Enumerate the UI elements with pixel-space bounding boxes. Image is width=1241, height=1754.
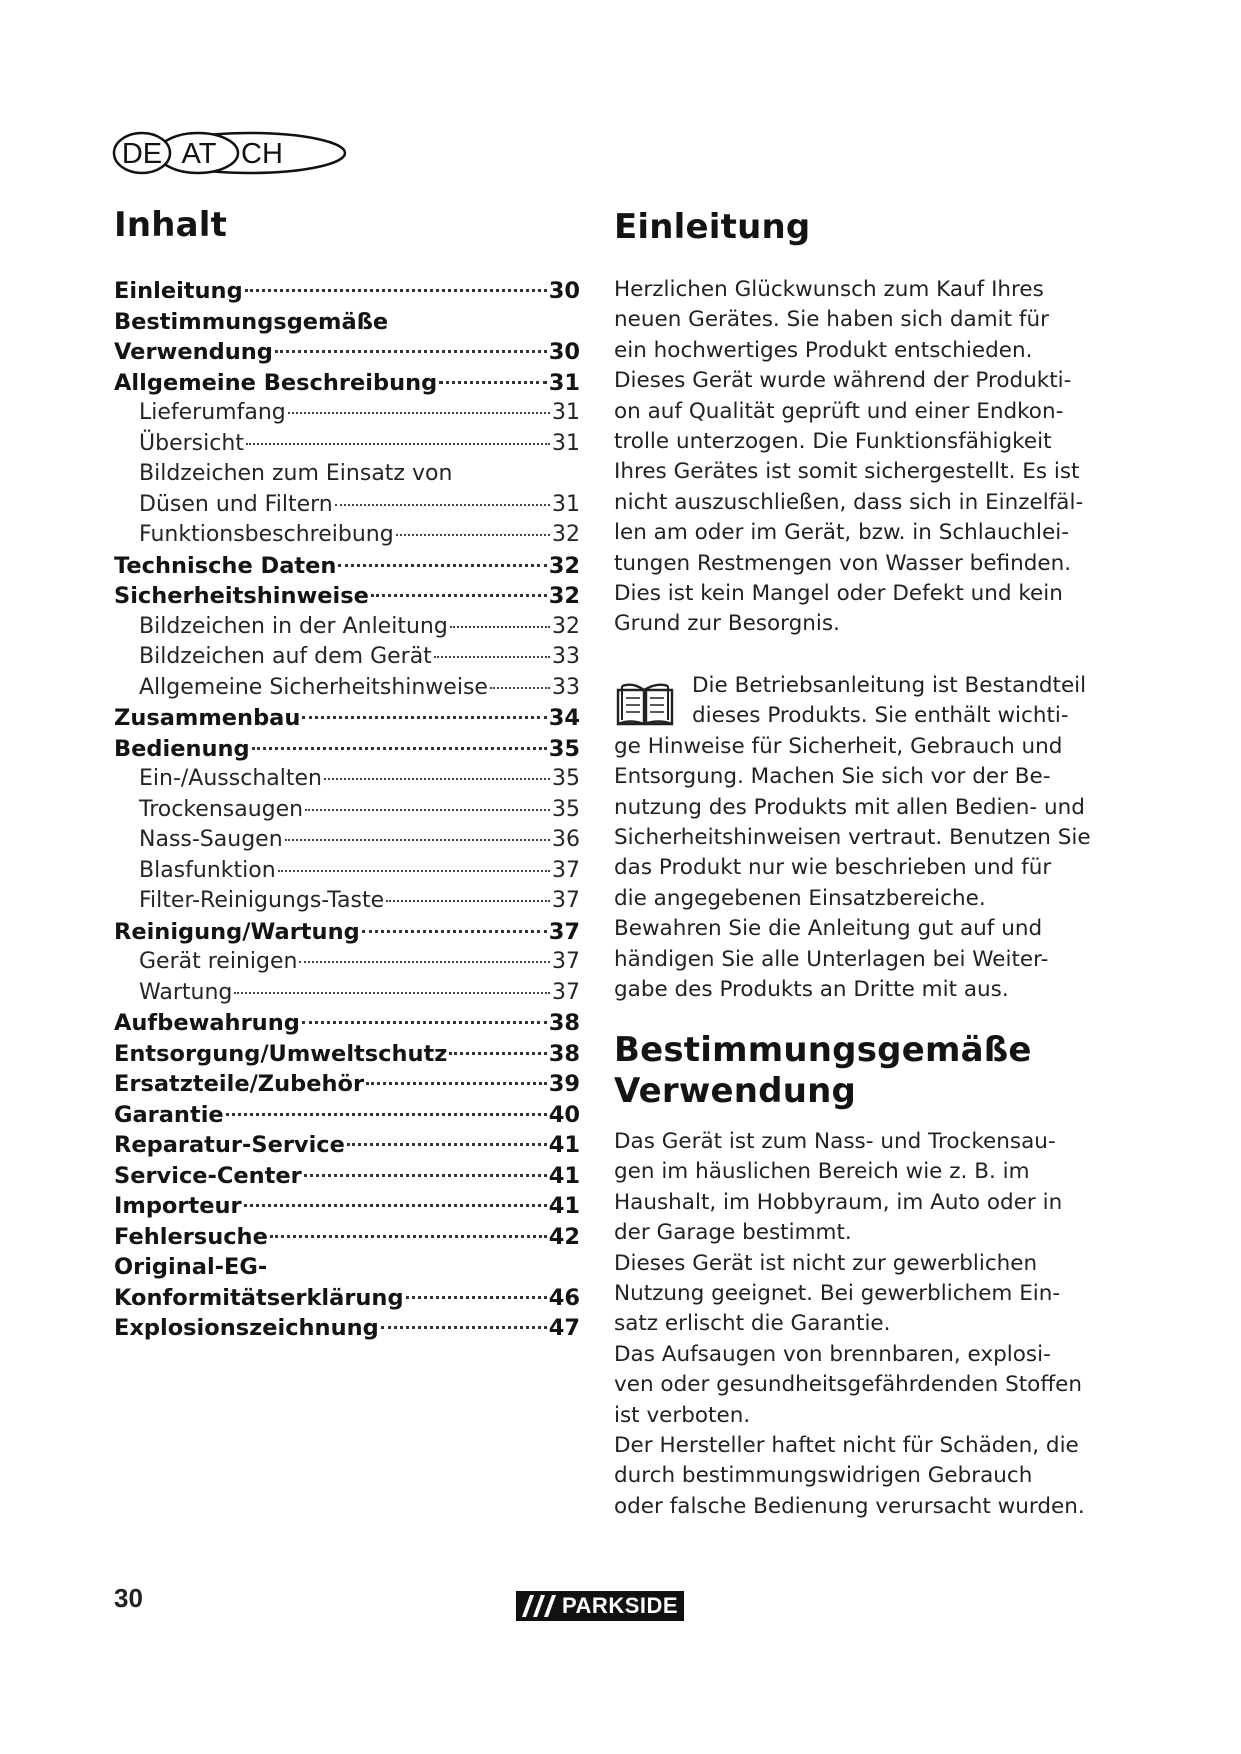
toc-entry [114, 856, 580, 887]
text-line: ge Hinweise für Sicherheit, Gebrauch und [614, 733, 1063, 759]
text-line: Nutzung geeignet. Bei gewerblichem Ein- [614, 1281, 1061, 1307]
text-line: Ihres Gerätes ist somit sichergestellt. Es ist [614, 459, 1080, 485]
toc-entry-label: Zusammenbau [114, 705, 301, 731]
text-line: Die Betriebsanleitung ist Bestandteil [692, 673, 1087, 698]
toc-entry-label: Trockensaugen [139, 796, 304, 822]
toc-entry-label: Filter-Reinigungs-Taste [139, 888, 385, 913]
toc-entry-page: 35 [552, 766, 580, 791]
toc-entry-page: 32 [552, 522, 580, 547]
text-line: gabe des Produkts an Dritte mit aus. [614, 977, 1009, 1003]
toc-leader-dots [305, 809, 550, 811]
toc-entry [114, 1222, 580, 1253]
text-line: Dieses Gerät ist nicht zur gewerblichen [614, 1250, 1038, 1276]
toc-entry-label: Konformitätserklärung [114, 1284, 404, 1311]
toc-entry [114, 1191, 580, 1222]
toc-entry-page: 37 [548, 918, 580, 945]
text-line: gen im häuslichen Bereich wie z. B. im [614, 1159, 1030, 1185]
toc-entry [114, 581, 580, 612]
toc-entry [114, 1283, 580, 1314]
text-line: das Produkt nur wie beschrieben und für [614, 855, 1052, 881]
toc-leader-dots [234, 992, 550, 994]
toc-leader-dots [270, 1235, 547, 1238]
text-line: ven oder gesundheitsgefährdenden Stoffen [614, 1372, 1082, 1398]
toc-entry-page: 31 [552, 400, 580, 425]
toc-entry-label: Nass-Saugen [139, 827, 283, 852]
toc-entry-page: 47 [548, 1315, 580, 1341]
toc-leader-dots [386, 900, 550, 902]
text-line: händigen Sie alle Unterlagen bei Weiter- [614, 946, 1049, 972]
toc-entry-label: Bildzeichen auf dem Gerät [139, 644, 432, 669]
toc-entry-page: 37 [552, 888, 580, 913]
toc-title: Inhalt [114, 205, 228, 245]
toc-leader-dots [324, 778, 550, 780]
toc-entry [114, 1039, 580, 1070]
toc-entry-label: Wartung [139, 979, 233, 1005]
text-line: Sicherheitshinweisen vertraut. Benutzen Sie [614, 825, 1091, 851]
toc-entry-page: 38 [548, 1040, 580, 1067]
toc-entry-label: Blasfunktion [139, 857, 276, 883]
text-line: ein hochwertiges Produkt entschieden. [614, 337, 1033, 363]
toc-entry [114, 1008, 580, 1039]
toc-entry-page: 39 [548, 1071, 580, 1097]
toc-entry [114, 1252, 580, 1283]
toc-entry-label: Original-EG- [114, 1254, 268, 1280]
toc-leader-dots [381, 1326, 547, 1329]
toc-entry [114, 1130, 580, 1161]
toc-leader-dots [439, 381, 546, 384]
toc-entry-page: 42 [548, 1223, 580, 1250]
toc-entry-label: Allgemeine Beschreibung [114, 369, 438, 396]
toc-leader-dots [285, 839, 550, 841]
toc-entry-label: Verwendung [114, 339, 273, 365]
country-badge [112, 130, 348, 176]
toc-entry [114, 1313, 580, 1344]
toc-entry-page: 33 [552, 674, 580, 700]
toc-entry-page: 34 [548, 705, 580, 731]
toc-entry-page: 41 [548, 1162, 580, 1189]
toc-leader-dots [434, 656, 550, 658]
text-line: Entsorgung. Machen Sie sich vor der Be- [614, 764, 1051, 790]
toc-leader-dots [371, 594, 547, 597]
text-line: ist verboten. [614, 1402, 751, 1428]
toc-entry [114, 429, 580, 460]
toc-entry [114, 703, 580, 734]
toc-entry [114, 368, 580, 399]
toc-leader-dots [226, 1113, 547, 1116]
toc-leader-dots [406, 1296, 547, 1299]
toc-entry-label: Technische Daten [114, 552, 337, 579]
toc-entry-page: 46 [548, 1284, 580, 1311]
text-line: trolle unterzogen. Die Funktionsfähigkeit [614, 429, 1052, 455]
toc-entry [114, 917, 580, 948]
toc-entry-label: Ersatzteile/Zubehör [114, 1071, 365, 1097]
toc-leader-dots [302, 1021, 547, 1024]
toc-entry-page: 32 [552, 613, 580, 639]
toc-entry [114, 307, 580, 338]
toc-entry [114, 398, 580, 429]
toc-entry-page: 37 [552, 979, 580, 1005]
toc-entry-page: 40 [548, 1101, 580, 1128]
toc-entry-label: Bildzeichen zum Einsatz von [139, 461, 453, 486]
text-line: on auf Qualität geprüft und einer Endkon- [614, 398, 1064, 424]
toc-entry-label: Garantie [114, 1101, 224, 1128]
toc-entry [114, 1100, 580, 1131]
intro-paragraph [614, 275, 1094, 640]
toc-entry-page: 33 [552, 644, 580, 669]
purpose-paragraph [614, 1127, 1094, 1522]
brand-name: PARKSIDE [562, 1593, 679, 1618]
toc-leader-dots [347, 1143, 547, 1146]
toc-entry-page: 37 [552, 949, 580, 974]
toc-leader-dots [288, 412, 550, 414]
toc-entry-label: Düsen und Filtern [139, 491, 333, 517]
text-line: die angegebenen Einsatzbereiche. [614, 885, 986, 911]
toc-leader-dots [338, 564, 546, 567]
table-of-contents [114, 276, 580, 1344]
toc-entry-page: 31 [552, 430, 580, 456]
toc-leader-dots [299, 961, 550, 963]
page-number: 30 [114, 1583, 143, 1613]
toc-leader-dots [244, 1204, 547, 1207]
text-line: nicht auszuschließen, dass sich in Einzelfäl- [614, 489, 1084, 515]
text-line: tungen Restmengen von Wasser befinden. [614, 550, 1072, 576]
toc-entry-label: Reinigung/Wartung [114, 918, 360, 945]
toc-entry-page: 32 [548, 552, 580, 579]
toc-entry [114, 520, 580, 551]
toc-leader-dots [275, 350, 547, 353]
country-de: DE [121, 138, 163, 170]
toc-leader-dots [449, 1052, 546, 1055]
text-line: satz erlischt die Garantie. [614, 1311, 891, 1337]
text-line: Haushalt, im Hobbyraum, im Auto oder in [614, 1189, 1063, 1215]
toc-entry-page: 35 [552, 796, 580, 822]
toc-leader-dots [490, 687, 550, 689]
toc-entry [114, 978, 580, 1009]
toc-entry [114, 795, 580, 826]
text-line: Der Hersteller haftet nicht für Schäden, die [614, 1433, 1079, 1459]
toc-entry [114, 947, 580, 978]
toc-entry-label: Reparatur-Service [114, 1132, 345, 1158]
toc-leader-dots [396, 534, 550, 536]
text-line: Das Aufsaugen von brennbaren, explosi- [614, 1341, 1051, 1367]
toc-entry-label: Ein-/Ausschalten [139, 766, 322, 791]
toc-entry-page: 38 [548, 1010, 580, 1036]
purpose-title-line2: Verwendung [614, 1071, 857, 1111]
toc-leader-dots [245, 289, 547, 292]
toc-entry [114, 764, 580, 795]
toc-leader-dots [302, 716, 546, 719]
text-line: Dies ist kein Mangel oder Defekt und kein [614, 581, 1063, 607]
toc-entry-label: Service-Center [114, 1162, 302, 1189]
toc-entry [114, 612, 580, 643]
text-line: durch bestimmungswidrigen Gebrauch [614, 1463, 1033, 1489]
toc-entry-page: 35 [548, 735, 580, 762]
text-line: len am oder im Gerät, bzw. in Schlauchlei- [614, 520, 1069, 546]
toc-leader-dots [246, 443, 550, 445]
manual-note-paragraph [614, 671, 1094, 1005]
toc-entry [114, 1161, 580, 1192]
text-line: nutzung des Produkts mit allen Bedien- und [614, 794, 1085, 820]
toc-entry [114, 276, 580, 307]
toc-entry-label: Importeur [114, 1193, 242, 1219]
toc-entry-label: Übersicht [139, 430, 244, 456]
toc-entry-label: Entsorgung/Umweltschutz [114, 1040, 448, 1067]
purpose-title-line1: Bestimmungsgemäße [614, 1030, 1032, 1070]
toc-leader-dots [252, 747, 547, 750]
toc-entry-label: Explosionszeichnung [114, 1315, 379, 1341]
country-at: AT [181, 138, 217, 170]
toc-entry [114, 551, 580, 582]
toc-entry-label: Aufbewahrung [114, 1010, 300, 1036]
toc-entry-label: Fehlersuche [114, 1223, 268, 1250]
text-line: dieses Produkts. Sie enthält wichti- [692, 703, 1069, 729]
toc-entry [114, 490, 580, 521]
toc-entry-page: 32 [548, 583, 580, 609]
toc-leader-dots [450, 626, 550, 628]
toc-entry [114, 1069, 580, 1100]
toc-entry-label: Allgemeine Sicherheitshinweise [139, 674, 488, 700]
text-line: Dieses Gerät wurde während der Produkti- [614, 368, 1072, 394]
text-line: oder falsche Bedienung verursacht wurden. [614, 1493, 1085, 1519]
toc-entry-page: 37 [552, 857, 580, 883]
toc-entry-page: 30 [548, 278, 580, 304]
toc-leader-dots [366, 1082, 547, 1085]
toc-entry-page: 41 [548, 1193, 580, 1219]
text-line: Das Gerät ist zum Nass- und Trockensau- [614, 1129, 1056, 1154]
toc-leader-dots [304, 1174, 547, 1177]
brand-logo [516, 1591, 684, 1621]
toc-entry-page: 41 [548, 1132, 580, 1158]
toc-entry [114, 459, 580, 490]
toc-entry-page: 31 [552, 491, 580, 517]
toc-entry-label: Gerät reinigen [139, 949, 298, 974]
toc-entry [114, 337, 580, 368]
toc-entry-label: Bildzeichen in der Anleitung [139, 613, 448, 639]
toc-entry-page: 31 [548, 369, 580, 396]
toc-entry [114, 886, 580, 917]
text-line: der Garage bestimmt. [614, 1220, 852, 1246]
toc-entry [114, 642, 580, 673]
text-line: Bewahren Sie die Anleitung gut auf und [614, 916, 1043, 942]
toc-entry-label: Lieferumfang [139, 400, 286, 425]
text-line: Herzlichen Glückwunsch zum Kauf Ihres [614, 277, 1044, 302]
text-line: neuen Gerätes. Sie haben sich damit für [614, 307, 1049, 333]
purpose-title [614, 1030, 1032, 1112]
toc-entry-label: Funktionsbeschreibung [139, 522, 394, 547]
toc-entry-page: 36 [552, 827, 580, 852]
toc-leader-dots [278, 870, 550, 872]
toc-leader-dots [362, 930, 547, 933]
toc-leader-dots [335, 504, 550, 506]
toc-entry [114, 825, 580, 856]
toc-entry-label: Einleitung [114, 278, 243, 304]
text-line: Grund zur Besorgnis. [614, 611, 840, 637]
toc-entry-label: Sicherheitshinweise [114, 583, 369, 609]
toc-entry-label: Bestimmungsgemäße [114, 308, 389, 335]
toc-entry-label: Bedienung [114, 735, 250, 762]
intro-title: Einleitung [614, 207, 811, 247]
toc-entry [114, 673, 580, 704]
country-ch: CH [241, 138, 283, 170]
brand-stripes-icon [516, 1591, 560, 1621]
toc-entry-page: 30 [548, 339, 580, 365]
toc-entry [114, 734, 580, 765]
